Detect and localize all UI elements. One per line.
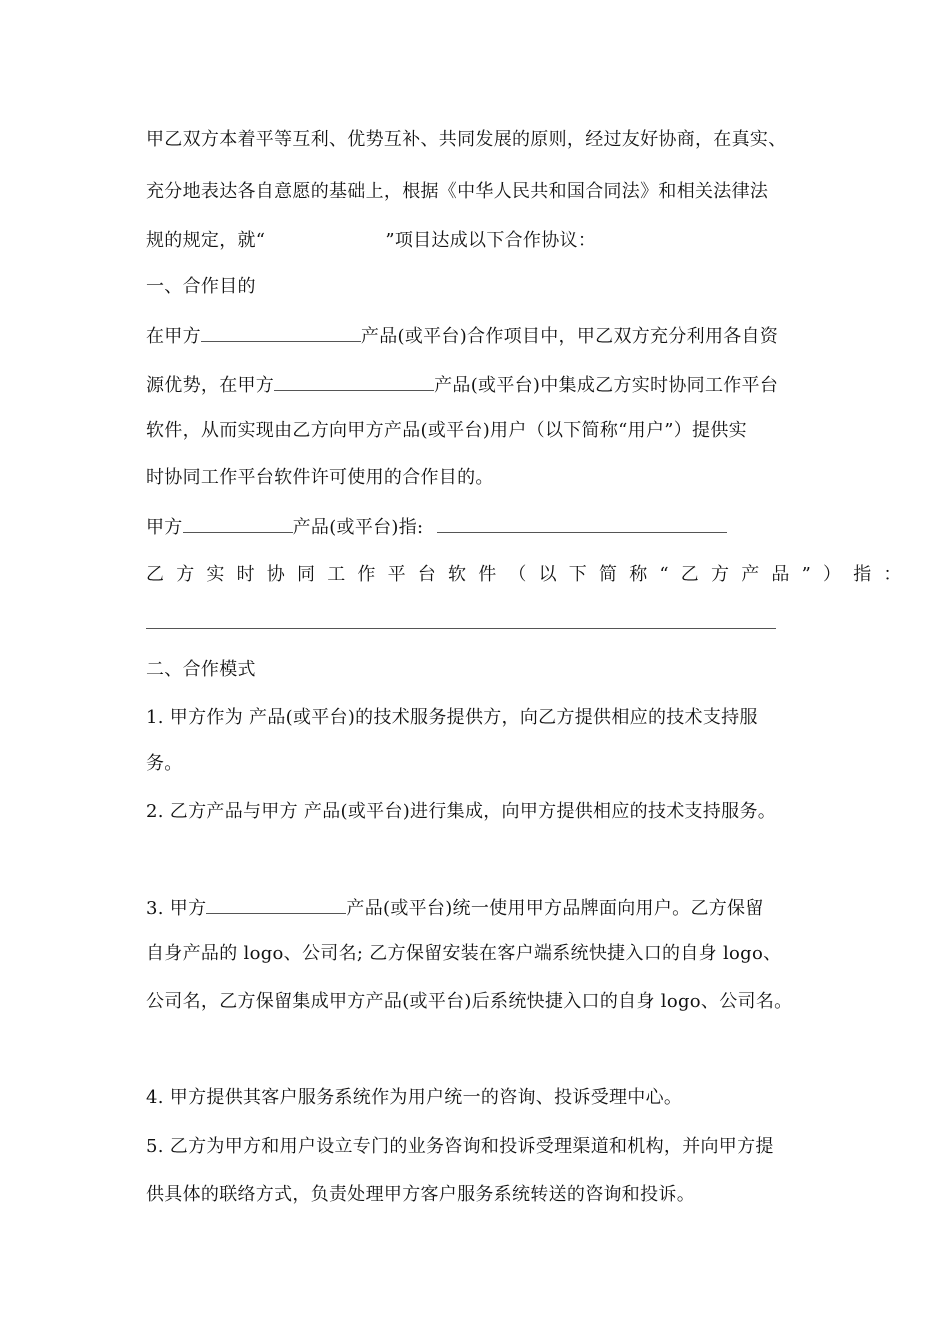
- definition-a-text-2: 产品(或平台)指:: [292, 517, 424, 538]
- purpose-line-1: [146, 323, 778, 349]
- purpose-line-4: [146, 466, 494, 490]
- mode-item-3-line-2: [146, 942, 781, 966]
- party-a-product-blank-3: [206, 895, 346, 914]
- mode-item-1-text-2: 务。: [146, 753, 183, 774]
- mode-item-3-text-2: 自身产品的 logo、公司名; 乙方保留安装在客户端系统快捷入口的自身 logo、: [146, 943, 782, 964]
- intro-text-3a: 规的规定，就“: [146, 230, 266, 251]
- intro-text-3b: ”项目达成以下合作协议：: [385, 230, 597, 251]
- purpose-text-2a: 源优势，在甲方: [146, 375, 275, 396]
- mode-item-5-line-2: [146, 1183, 695, 1207]
- mode-item-1-line-1: [146, 706, 758, 730]
- purpose-text-1a: 在甲方: [146, 326, 201, 347]
- definition-party-a: [146, 514, 727, 540]
- mode-item-5-text-1: 5. 乙方为甲方和用户设立专门的业务咨询和投诉受理渠道和机构，并向甲方提: [146, 1136, 774, 1157]
- party-a-product-blank-1: [201, 323, 361, 342]
- section-1-heading: 一、合作目的: [146, 276, 256, 297]
- intro-text-2: 充分地表达各自意愿的基础上，根据《中华人民共和国合同法》和相关法律法: [146, 181, 769, 202]
- section-2-heading: 二、合作模式: [146, 659, 256, 680]
- mode-item-1-line-2: [146, 752, 183, 776]
- party-a-name-blank: [183, 514, 293, 533]
- purpose-text-4: 时协同工作平台软件许可使用的合作目的。: [146, 467, 494, 488]
- intro-text-1: 甲乙双方本着平等互利、优势互补、共同发展的原则，经过友好协商，在真实、: [146, 129, 787, 150]
- intro-line-3: [146, 229, 596, 253]
- party-a-product-blank-2: [274, 372, 434, 391]
- mode-item-3-line-3: [146, 990, 792, 1014]
- mode-item-5-text-2: 供具体的联络方式，负责处理甲方客户服务系统转送的咨询和投诉。: [146, 1184, 695, 1205]
- mode-item-3-line-1: [146, 895, 764, 921]
- section-2-title: [146, 658, 256, 682]
- purpose-text-1b: 产品(或平台)合作项目中，甲乙双方充分利用各自资: [360, 326, 779, 347]
- mode-item-5-line-1: [146, 1135, 774, 1159]
- mode-item-3-text-3: 公司名，乙方保留集成甲方产品(或平台)后系统快捷入口的自身 logo、公司名。: [146, 991, 793, 1012]
- definition-b-text: 乙方实时协同工作平台软件（以下简称“乙方产品”）指：: [146, 564, 914, 585]
- mode-item-3-text-1b: 产品(或平台)统一使用甲方品牌面向用户。乙方保留: [346, 898, 764, 919]
- purpose-text-3: 软件，从而实现由乙方向甲方产品(或平台)用户（以下简称“用户”）提供实: [146, 420, 747, 441]
- purpose-line-3: [146, 419, 747, 443]
- mode-item-2-text-1: 2. 乙方产品与甲方 产品(或平台)进行集成，向甲方提供相应的技术支持服务。: [146, 801, 777, 822]
- section-1-title: [146, 275, 256, 299]
- mode-item-4-line-1: [146, 1086, 682, 1110]
- definition-a-text-1: 甲方: [146, 517, 183, 538]
- intro-line-1: [146, 128, 787, 152]
- purpose-text-2b: 产品(或平台)中集成乙方实时协同工作平台: [434, 375, 779, 396]
- mode-item-4-text-1: 4. 甲方提供其客户服务系统作为用户统一的咨询、投诉受理中心。: [146, 1087, 683, 1108]
- mode-item-3-text-1a: 3. 甲方: [146, 898, 207, 919]
- party-b-product-definition-blank: [146, 628, 776, 629]
- mode-item-2-line-1: [146, 800, 776, 824]
- definition-party-b: [146, 563, 914, 587]
- intro-line-2: [146, 180, 768, 204]
- party-a-product-definition-blank: [437, 514, 727, 533]
- mode-item-1-text-1: 1. 甲方作为 产品(或平台)的技术服务提供方，向乙方提供相应的技术支持服: [146, 707, 758, 728]
- purpose-line-2: [146, 372, 778, 398]
